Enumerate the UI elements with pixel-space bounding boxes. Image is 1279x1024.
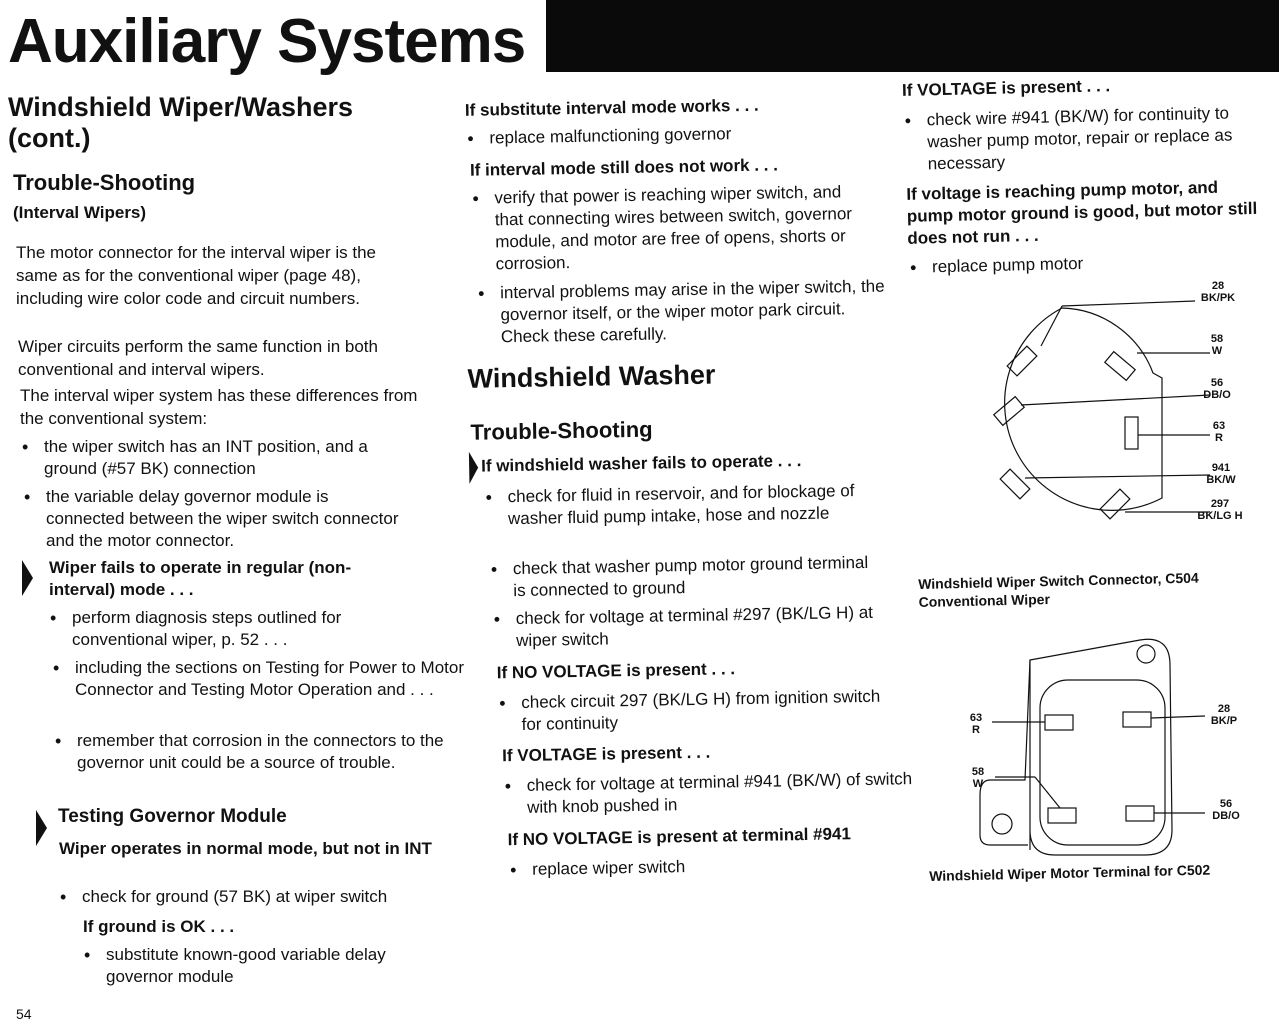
subsection-title: Trouble-Shooting (470, 416, 653, 445)
list-item: • perform diagnosis steps outlined for conventional wiper, p. 52 . . . (50, 607, 412, 651)
list-item: • substitute known-good variable delay governor module (84, 944, 436, 988)
list-item: • replace pump motor (910, 249, 1232, 278)
terminal-297 (1100, 489, 1130, 519)
section-title: Windshield Wiper/Washers (cont.) (8, 92, 354, 153)
list-item: • check circuit 297 (BK/LG H) from ignition switch for continuity (499, 685, 892, 736)
condition-heading: Wiper operates in normal mode, but not in INT (59, 839, 432, 858)
pin-label: 56 DB/O (1203, 377, 1231, 401)
terminal-941 (1000, 469, 1030, 499)
terminal-58 (1105, 352, 1135, 381)
pin-label: 63 R (1212, 420, 1226, 444)
list-item: • check wire #941 (BK/W) for continuity to washer pump motor, repair or replace as necessary (904, 101, 1277, 175)
terminal-block (1040, 680, 1165, 845)
mounting-tab (980, 660, 1030, 845)
testing-heading: Testing Governor Module (58, 806, 287, 827)
pin-label: 28 BK/P (1210, 703, 1238, 727)
header-bar (546, 0, 1279, 72)
condition-heading: If substitute interval mode works . . . (464, 95, 759, 120)
list-item: • check for voltage at terminal #941 (BK/W) of switch with knob pushed in (505, 768, 918, 819)
motor-terminal-diagram (960, 630, 1230, 865)
terminal-58 (1048, 808, 1076, 823)
section-title: Windshield Washer (467, 359, 716, 394)
terminal-63 (1045, 715, 1073, 730)
condition-heading: If windshield washer fails to operate . . . (480, 451, 802, 476)
pin-label: 941 BK/W (1206, 462, 1236, 486)
list-item: • check for fluid in reservoir, and for blockage of washer fluid pump intake, hose and nozzle (485, 480, 888, 531)
pin-label: 63 R (969, 712, 983, 736)
condition-heading: If NO VOLTAGE is present . . . (496, 659, 736, 683)
condition-heading: If voltage is reaching pump motor, and pump motor ground is good, but motor still does not run . . . (906, 177, 1258, 248)
list-item: • check for ground (57 BK) at wiper switch (60, 886, 452, 908)
list-item: • interval problems may arise in the wiper switch, the governor itself, or the wiper motor park circuit. Check these carefully. (478, 275, 891, 348)
section-arrow (469, 452, 479, 484)
terminal-56 (1126, 806, 1154, 821)
condition-heading: Wiper fails to operate in regular (non-interval) mode . . . (49, 558, 352, 599)
page-title: Auxiliary Systems (8, 7, 526, 76)
list-item: • including the sections on Testing for Power to Motor Connector and Testing Motor Operation and . . . (53, 657, 465, 701)
subsection-title: Trouble-Shooting (13, 170, 196, 195)
diagram-caption: Windshield Wiper Switch Connector, C504 Conventional Wiper (918, 569, 1199, 610)
mount-hole-top (1137, 645, 1155, 663)
condition-heading: If VOLTAGE is present . . . (502, 742, 711, 766)
paragraph: Wiper circuits perform the same function in both conventional and interval wipers. (18, 337, 378, 379)
list-item: • replace malfunctioning governor (467, 121, 849, 150)
terminal-28 (1007, 346, 1037, 376)
pin-label: 297 BK/LG H (1197, 498, 1243, 522)
mount-hole-left (992, 814, 1012, 834)
subsection-subtitle: (Interval Wipers) (13, 203, 147, 222)
terminal-63 (1125, 417, 1138, 449)
connector-outline (1005, 308, 1162, 510)
paragraph: The motor connector for the interval wiper is the same as for the conventional wiper (page 48), including wire color code and circuit numbers. (16, 243, 376, 308)
pin-label: 58 W (971, 766, 985, 790)
condition-heading: If interval mode still does not work . . . (469, 155, 779, 180)
pin-label: 28 BK/PK (1200, 280, 1236, 304)
section-arrow (36, 810, 47, 846)
list-item: • check that washer pump motor ground terminal is connected to ground (491, 552, 874, 603)
list-item: • the variable delay governor module is connected between the wiper switch connector and the motor connector. (24, 486, 406, 552)
condition-heading: If VOLTAGE is present . . . (901, 76, 1111, 100)
section-arrow (22, 560, 33, 596)
list-item: • remember that corrosion in the connectors to the governor unit could be a source of trouble. (55, 730, 457, 774)
paragraph: The interval wiper system has these differences from the conventional system: (20, 386, 418, 428)
condition-heading: If NO VOLTAGE is present at terminal #941 (507, 824, 852, 850)
diagram-caption: Windshield Wiper Motor Terminal for C502 (929, 861, 1211, 884)
list-item: • verify that power is reaching wiper switch, and that connecting wires between switch, governor module, and motor are free of opens, shorts or corrosion. (472, 181, 865, 276)
page-number: 54 (16, 1006, 32, 1022)
terminal-56 (994, 397, 1024, 426)
list-item: • the wiper switch has an INT position, and a ground (#57 BK) connection (22, 436, 424, 480)
pin-label: 56 DB/O (1212, 798, 1240, 822)
terminal-28 (1123, 712, 1151, 727)
condition-heading: If ground is OK . . . (83, 917, 235, 936)
list-item: • replace wiper switch (510, 854, 832, 882)
pin-label: 58 W (1210, 333, 1224, 357)
list-item: • check for voltage at terminal #297 (BK/LG H) at wiper switch (494, 601, 897, 652)
